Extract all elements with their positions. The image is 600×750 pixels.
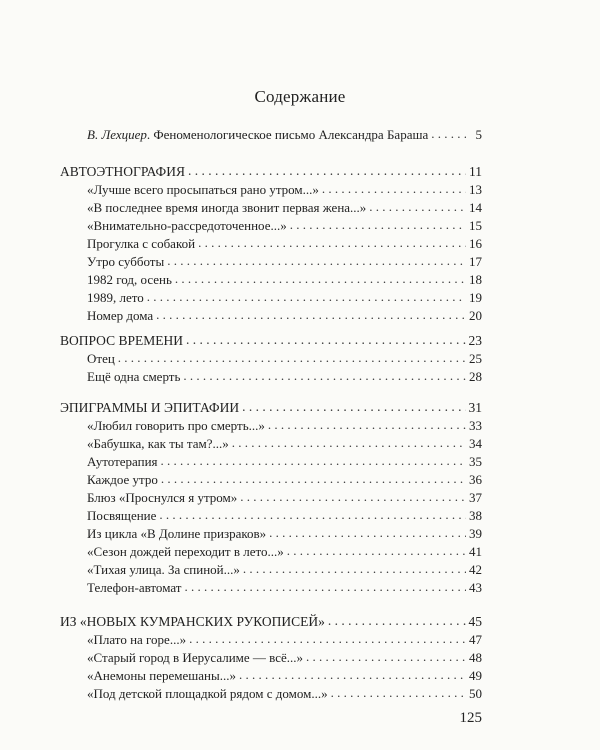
toc-entry-label: «Сезон дождей переходит в лето...» <box>87 544 284 559</box>
toc-entry[interactable] <box>87 436 482 452</box>
toc-entry[interactable] <box>87 580 482 596</box>
toc-entry-label: Каждое утро <box>87 472 158 487</box>
toc-entry-label: Ещё одна смерть <box>87 369 181 384</box>
toc-entry-label: Блюз «Проснулся я утром» <box>87 490 238 505</box>
toc-entry[interactable] <box>87 668 482 684</box>
toc-entry-page: 14 <box>469 200 482 215</box>
toc-entry-page: 33 <box>469 418 482 433</box>
toc-entry-label: Прогулка с собакой <box>87 236 196 251</box>
toc-entry-page: 19 <box>469 290 482 305</box>
toc-entry-label: 1982 год, осень <box>87 272 172 287</box>
toc-entry[interactable] <box>87 308 482 324</box>
toc-entry-label: Телефон-автомат <box>87 580 182 595</box>
toc-entry-label: Утро субботы <box>87 254 165 269</box>
dot-leader <box>232 435 466 451</box>
toc-entry-label: Отец <box>87 351 115 366</box>
dot-leader <box>239 667 466 683</box>
dot-leader <box>242 399 466 415</box>
toc-entry-page: 5 <box>475 127 482 142</box>
toc-entry-label: «Тихая улица. За спиной...» <box>87 562 240 577</box>
toc-entry-page: 38 <box>469 508 482 523</box>
toc-entry-label: Посвящение <box>87 508 157 523</box>
dot-leader <box>159 507 466 523</box>
toc-entry-label: «Под детской площадкой рядом с домом...» <box>87 686 328 701</box>
toc-entry-page: 34 <box>469 436 482 451</box>
toc-entry-page: 13 <box>469 182 482 197</box>
toc-entry-label: Номер дома <box>87 308 154 323</box>
toc-entry[interactable] <box>87 508 482 524</box>
page-number: 125 <box>459 710 482 726</box>
page-title: Содержание <box>254 87 346 106</box>
dot-leader <box>306 649 466 665</box>
dot-leader <box>188 163 466 179</box>
toc-entry-page: 41 <box>469 544 482 559</box>
toc-entry-page: 18 <box>469 272 482 287</box>
dot-leader <box>183 368 466 384</box>
dot-leader <box>161 453 466 469</box>
toc-entry[interactable] <box>87 418 482 434</box>
toc-entry-label: «В последнее время иногда звонит первая жена...» <box>87 200 367 215</box>
toc-entry-label: «Лучше всего просыпаться рано утром...» <box>87 182 319 197</box>
dot-leader <box>167 253 466 269</box>
dot-leader <box>186 332 466 348</box>
dot-leader <box>331 685 466 701</box>
toc-section-question-of-time[interactable] <box>60 333 482 349</box>
intro-author: В. Лехциер <box>87 127 147 142</box>
toc-entry-page: 17 <box>469 254 482 269</box>
toc-entry[interactable] <box>87 544 482 560</box>
toc-section-qumran[interactable] <box>60 614 482 630</box>
toc-entry-page: 11 <box>469 164 482 179</box>
toc-entry-label: «Старый город в Иерусалиме — всё...» <box>87 650 304 665</box>
dot-leader <box>240 489 466 505</box>
toc-section-epigrams[interactable] <box>60 400 482 416</box>
dot-leader <box>290 217 466 233</box>
toc-entry-label: 1989, лето <box>87 290 144 305</box>
dot-leader <box>147 289 466 305</box>
dot-leader <box>161 471 466 487</box>
toc-entry-page: 25 <box>469 351 482 366</box>
toc-entry[interactable] <box>87 236 482 252</box>
toc-entry[interactable] <box>87 490 482 506</box>
toc-entry-label: «Любил говорить про смерть...» <box>87 418 265 433</box>
toc-section-title: АВТОЭТНОГРАФИЯ <box>60 164 185 179</box>
toc-entry-page: 39 <box>469 526 482 541</box>
dot-leader <box>268 417 466 433</box>
toc-entry-page: 28 <box>469 369 482 384</box>
toc-section-autoethnography[interactable] <box>60 164 482 180</box>
toc-entry-page: 20 <box>469 308 482 323</box>
toc-entry[interactable] <box>87 254 482 270</box>
toc-entry-label: Аутотерапия <box>87 454 158 469</box>
toc-entry[interactable] <box>87 562 482 578</box>
toc-entry[interactable] <box>87 182 482 198</box>
dot-leader <box>118 350 466 366</box>
toc-entry-label: «Плато на горе...» <box>87 632 187 647</box>
toc-entry-page: 45 <box>468 614 482 629</box>
toc-entry[interactable] <box>87 526 482 542</box>
toc-entry-page: 49 <box>469 668 482 683</box>
toc-entry-intro[interactable] <box>87 127 482 143</box>
dot-leader <box>175 271 466 287</box>
toc-entry-page: 16 <box>469 236 482 251</box>
dot-leader <box>269 525 466 541</box>
toc-entry[interactable] <box>87 369 482 385</box>
dot-leader <box>189 631 466 647</box>
dot-leader <box>184 579 466 595</box>
toc-entry-page: 50 <box>469 686 482 701</box>
toc-entry-label: «Бабушка, как ты там?...» <box>87 436 229 451</box>
toc-entry-page: 36 <box>469 472 482 487</box>
toc-entry-page: 35 <box>469 454 482 469</box>
toc-section-title: ВОПРОС ВРЕМЕНИ <box>60 333 183 348</box>
dot-leader <box>156 307 466 323</box>
dot-leader <box>369 199 466 215</box>
toc-entry-label: «Анемоны перемешаны...» <box>87 668 236 683</box>
toc-entry[interactable] <box>87 454 482 470</box>
toc-entry-page: 47 <box>469 632 482 647</box>
toc-entry[interactable] <box>87 472 482 488</box>
toc-entry-label: «Внимательно-рассредоточенное...» <box>87 218 287 233</box>
toc-entry[interactable] <box>87 290 482 306</box>
toc-entry[interactable] <box>87 650 482 666</box>
toc-entry-page: 15 <box>469 218 482 233</box>
toc-entry-page: 43 <box>469 580 482 595</box>
toc-entry[interactable] <box>87 272 482 288</box>
toc-entry-page: 31 <box>468 400 482 415</box>
dot-leader <box>287 543 466 559</box>
dot-leader <box>328 613 466 629</box>
toc-entry-page: 48 <box>469 650 482 665</box>
toc-entry-page: 42 <box>469 562 482 577</box>
toc-entry-page: 37 <box>469 490 482 505</box>
toc-entry[interactable] <box>87 218 482 234</box>
dot-leader <box>322 181 466 197</box>
dot-leader <box>431 126 466 142</box>
toc-entry[interactable] <box>87 200 482 216</box>
toc-section-title: ЭПИГРАММЫ И ЭПИТАФИИ <box>60 400 240 415</box>
toc-section-title: ИЗ «НОВЫХ КУМРАНСКИХ РУКОПИСЕЙ» <box>60 614 325 629</box>
toc-entry-label: Из цикла «В Долине призраков» <box>87 526 267 541</box>
toc-entry-label <box>87 127 428 143</box>
dot-leader <box>243 561 466 577</box>
toc-entry[interactable] <box>87 351 482 367</box>
toc-entry[interactable] <box>87 686 482 702</box>
dot-leader <box>198 235 466 251</box>
intro-title: . Феноменологическое письмо Александра Бараша <box>146 127 429 142</box>
toc-entry-page: 23 <box>468 333 482 348</box>
toc-entry[interactable] <box>87 632 482 648</box>
